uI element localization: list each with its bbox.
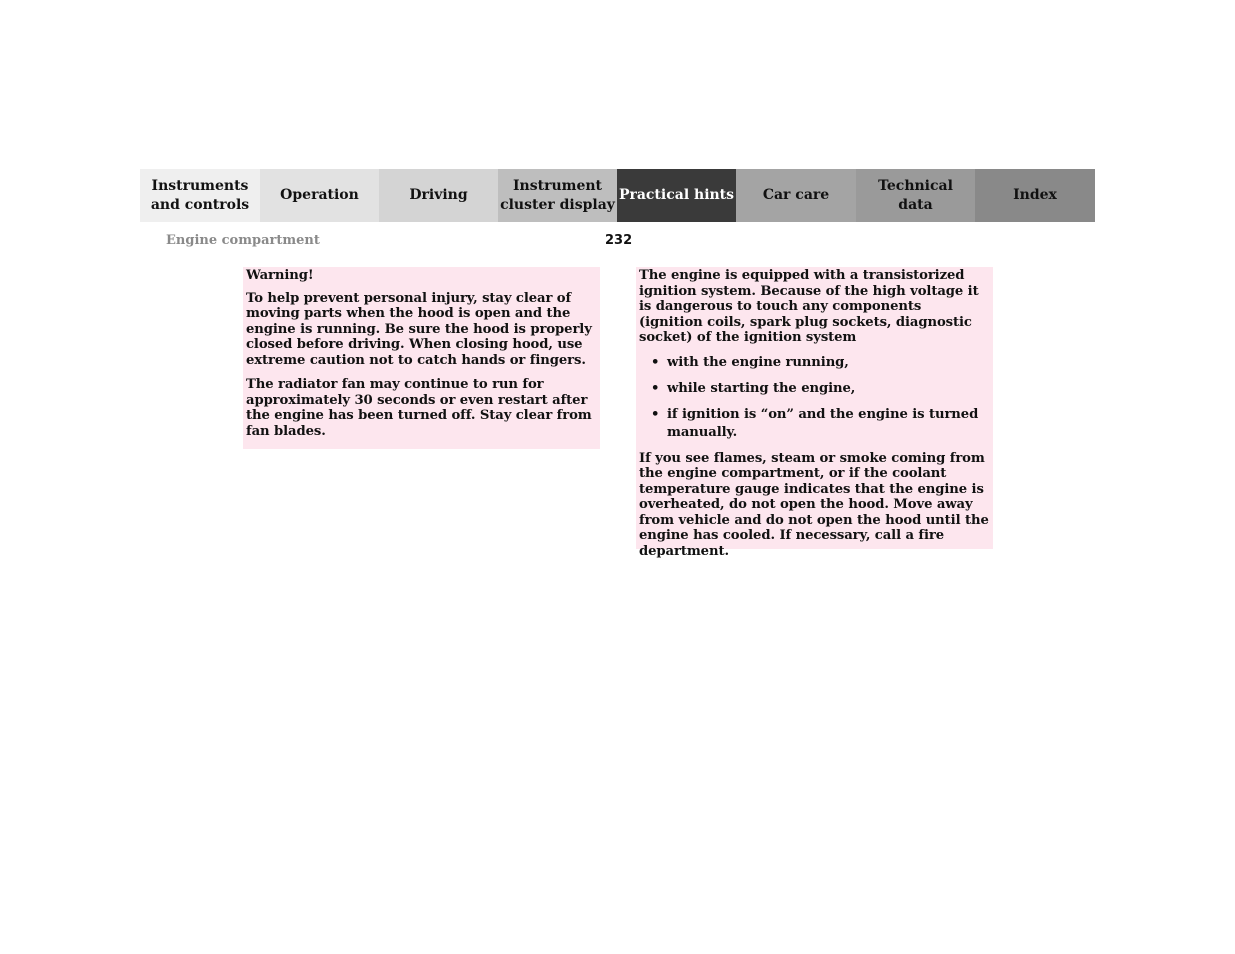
ignition-bullet-list [639, 354, 989, 442]
section-navigation [140, 169, 1095, 222]
tab-operation[interactable]: Operation [260, 169, 379, 222]
tab-practical-hints[interactable]: Practical hints [617, 169, 736, 222]
warning-box-moving-parts [243, 267, 600, 449]
list-item [639, 406, 989, 442]
tab-driving[interactable]: Driving [379, 169, 498, 222]
section-title: Engine compartment [166, 233, 320, 248]
list-item-text: with the engine running, [667, 354, 849, 370]
bullet-icon: • [651, 380, 660, 396]
ignition-intro: The engine is equipped with a transistorized ignition system. Because of the high voltage it is dangerous to touch any components (ignition coils, spark plug sockets, diagnostic socket) of the ignition system [639, 268, 979, 345]
tab-instrument-cluster-display[interactable]: Instrument cluster display [498, 169, 617, 222]
tab-instruments-and-controls[interactable]: Instruments and controls [140, 169, 260, 222]
tab-index[interactable]: Index [975, 169, 1095, 222]
list-item [639, 380, 989, 398]
page-number: 232 [605, 233, 633, 248]
list-item [639, 354, 989, 372]
list-item-text: if ignition is “on” and the engine is turned manually. [667, 406, 979, 440]
tab-technical-data[interactable]: Technical data [856, 169, 975, 222]
list-item-text: while starting the engine, [667, 380, 856, 396]
tab-car-care[interactable]: Car care [736, 169, 856, 222]
warning-paragraph-fan: The radiator fan may continue to run for approximately 30 seconds or even restart after the engine has been turned off. Stay clear from fan blades. [246, 377, 592, 439]
warning-paragraph-hood: To help prevent personal injury, stay clear of moving parts when the hood is open and the engine is running. Be sure the hood is properly closed before driving. When closing hood, use extreme caution not to catch hands or fingers. [246, 290, 592, 368]
bullet-icon: • [651, 406, 660, 422]
bullet-icon: • [651, 354, 660, 370]
warning-heading: Warning! [246, 268, 314, 283]
ignition-outro: If you see flames, steam or smoke coming from the engine compartment, or if the coolant temperature gauge indicates that the engine is overheated, do not open the hood. Move away from vehicle and do not open the hood until the engine has cooled. If necessary, call a fire department. [639, 450, 989, 559]
warning-box-ignition [636, 267, 993, 559]
